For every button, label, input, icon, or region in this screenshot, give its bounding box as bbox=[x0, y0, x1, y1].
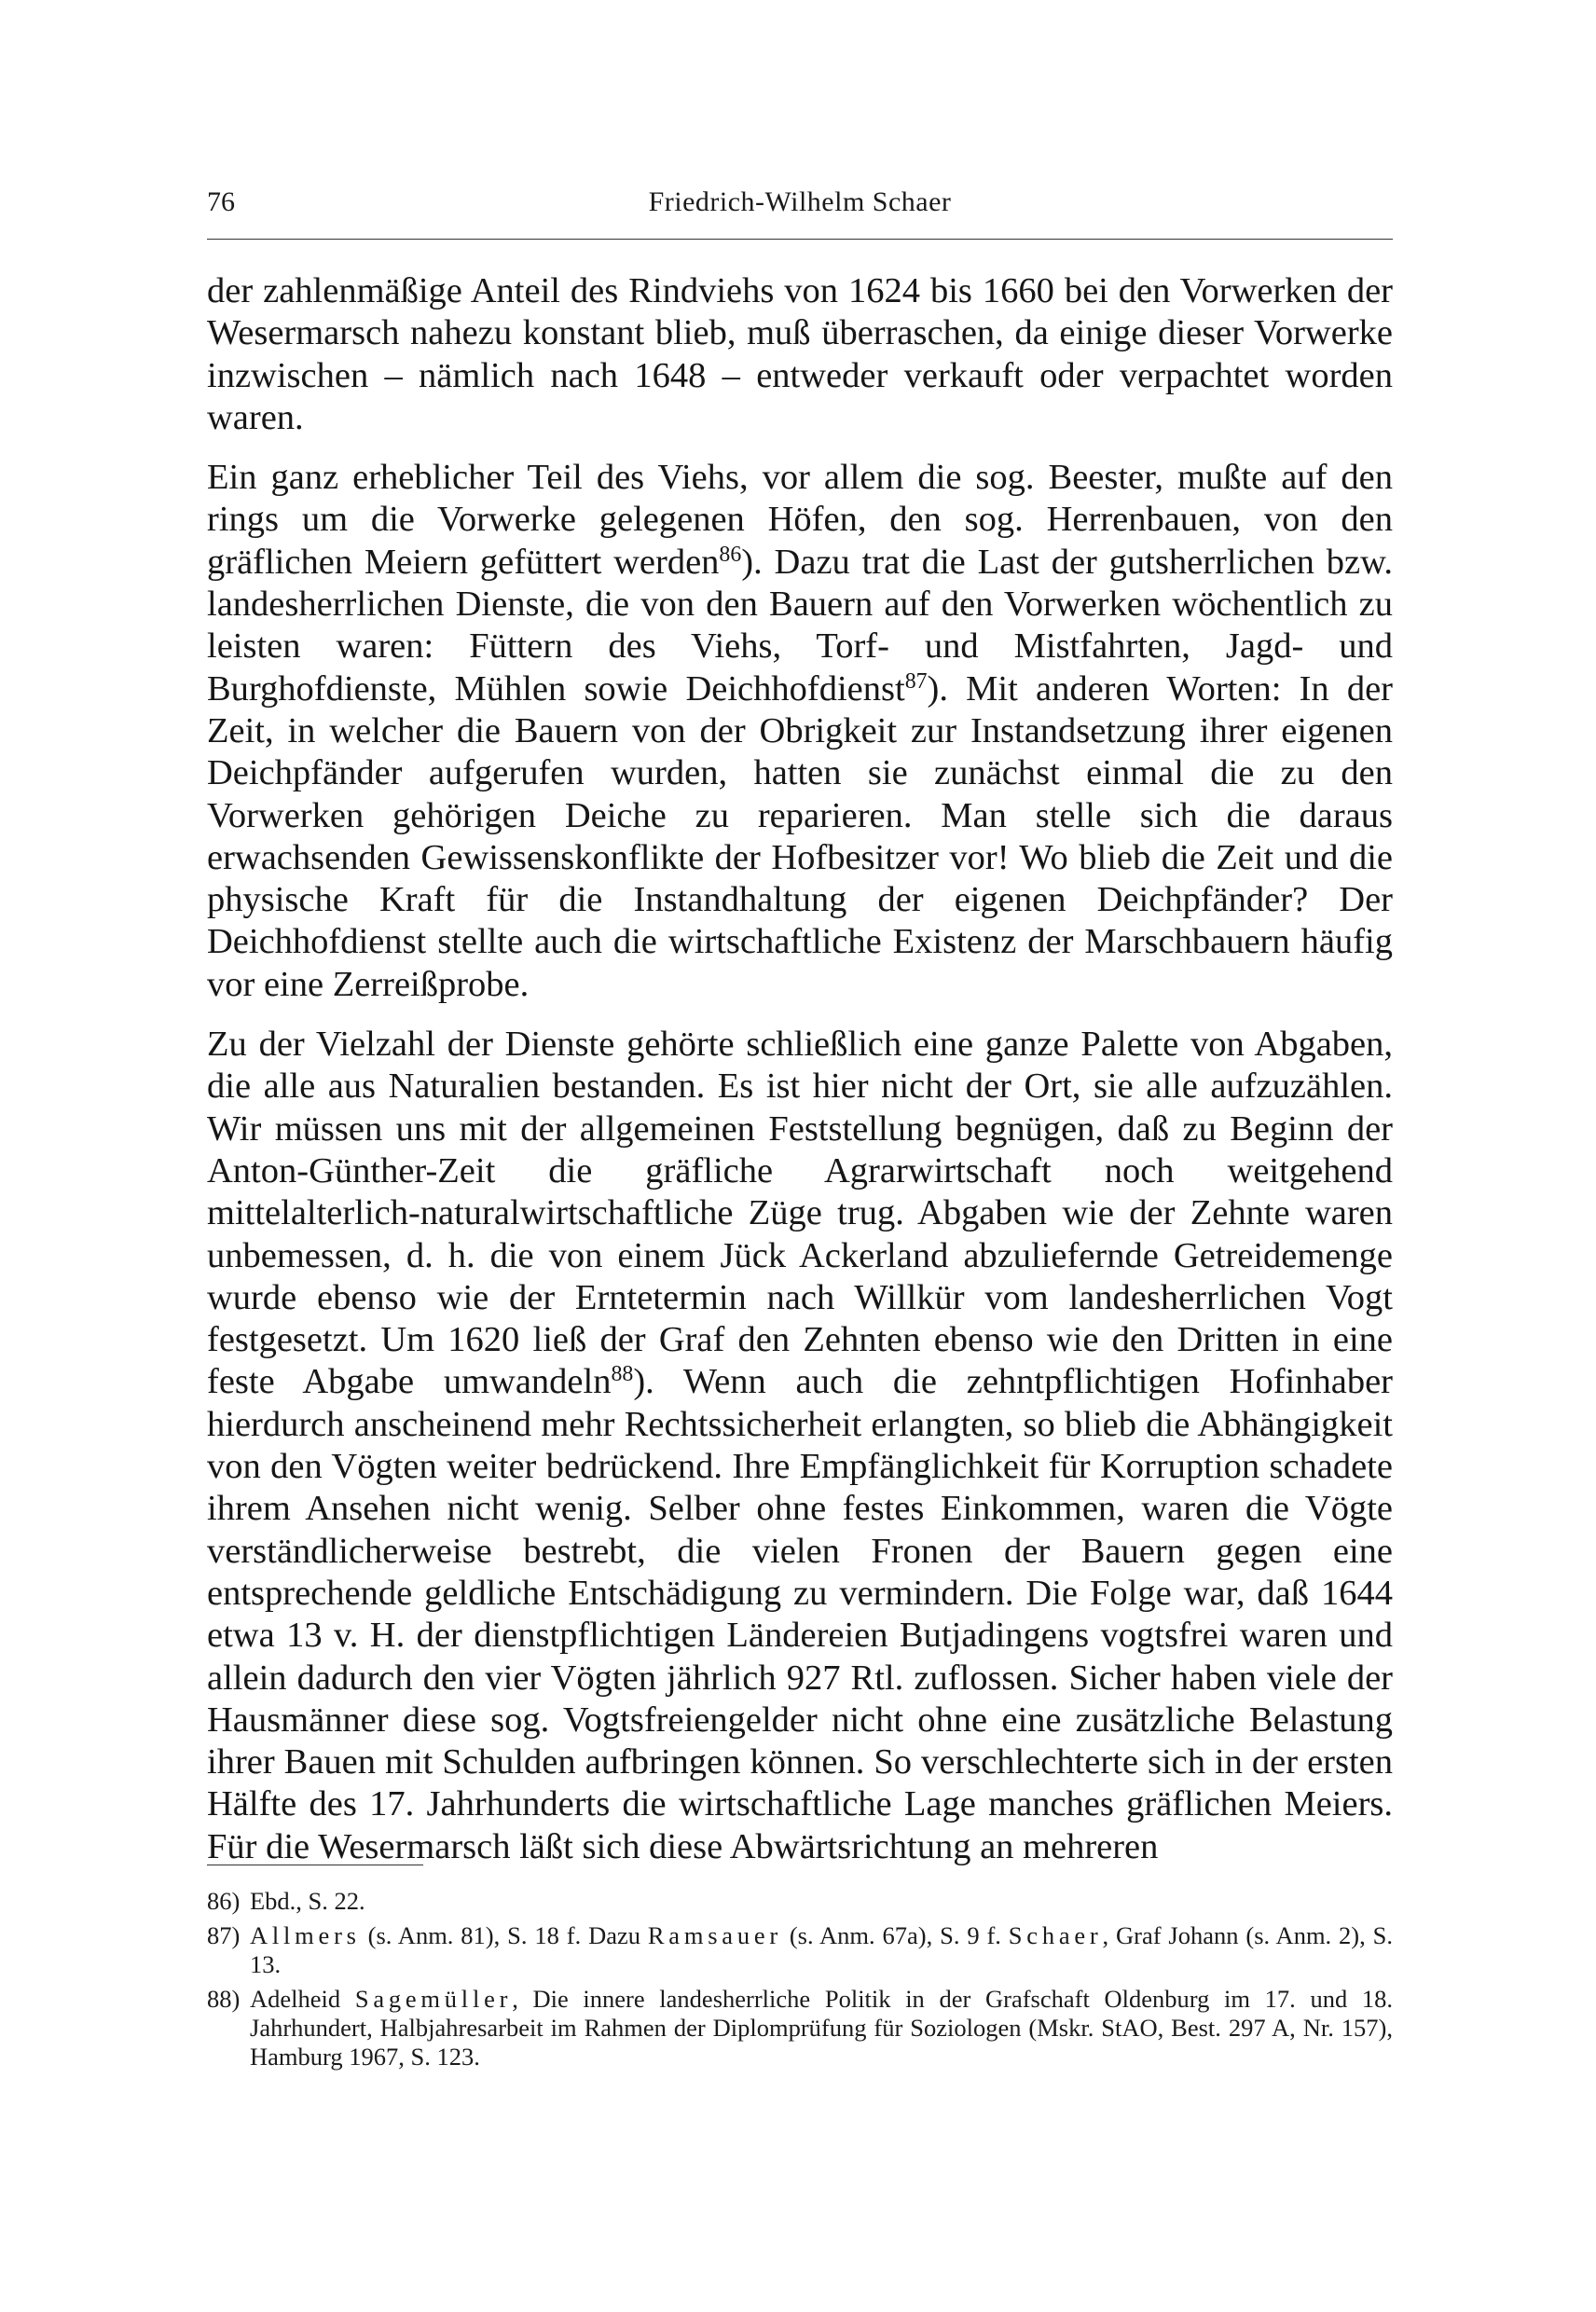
paragraph-2: Ein ganz erheblicher Teil des Viehs, vor allem die sog. Beester, mußte auf den rings um die Vorwerke gelegenen Höfen, den sog. Herrenbauen, von den gräflichen Meiern gefüttert werden$^{86}$). Dazu trat die Last der gutsherrlichen bzw. landesherrlichen Dienste, die von den Bauern auf den Vorwerken wöchentlich zu leisten waren: Füttern des Viehs, Torf- und Mistfahrten, Jagd- und Burghofdienste, Mühlen sowie Deichhofdienst$^{87}$). Mit anderen Worten: In der Zeit, in welcher die Bauern von der Obrigkeit zur Instandsetzung ihrer eigenen Deichpfänder aufgerufen wurden, hatten sie zunächst einmal die zu den Vorwerken gehörigen Deiche zu reparieren. Man stelle sich die daraus erwachsenden Gewissenskonflikte der Hofbesitzer vor! Wo blieb die Zeit und die physische Kraft für die Instandhaltung der eigenen Deichpfänder? Der Deichhofdienst stellte auch die wirtschaftliche Existenz der Marschbauern häufig vor eine Zerreißprobe. bbox=[207, 458, 1394, 1004]
paragraph-1: der zahlenmäßige Anteil des Rindviehs von 1624 bis 1660 bei den Vorwerken der Wesermarsch nahezu konstant blieb, muß überraschen, da einige dieser Vorwerke inzwischen – nämlich nach 1648 – entweder verkauft oder verpachtet worden waren. bbox=[207, 271, 1393, 437]
page-number: 76 bbox=[207, 186, 235, 217]
footnote-ref-87: 87 bbox=[904, 668, 928, 694]
footnote-mark: 87) bbox=[207, 1921, 241, 1949]
header-rule bbox=[207, 239, 1393, 240]
running-head-author: Friedrich-Wilhelm Schaer bbox=[648, 186, 952, 217]
running-header bbox=[207, 186, 1393, 235]
author-name: Allmers bbox=[250, 1921, 361, 1949]
footnote-ref-86: 86 bbox=[719, 542, 742, 567]
footnote-87: 87) Allmers (s. Anm. 81), S. 18 f. Dazu Ramsauer (s. Anm. 67a), S. 9 f. Schaer, Graf Johann (s. Anm. 2), S. 13. bbox=[207, 1921, 1393, 1978]
paragraph-3: Zu der Vielzahl der Dienste gehörte schließlich eine ganze Palette von Abgaben, die alle aus Naturalien bestanden. Es ist hier nicht der Ort, sie alle aufzuzählen. Wir müssen uns mit der allgemeinen Feststellung begnügen, daß zu Beginn der Anton-Günther-Zeit die gräfliche Agrarwirtschaft noch weitgehend mittelalterlich-naturalwirtschaftliche Züge trug. Abgaben wie der Zehnte waren unbemessen, d. h. die von einem Jück Ackerland abzuliefernde Getreidemenge wurde ebenso wie der Erntetermin nach Willkür vom landesherrlichen Vogt festgesetzt. Um 1620 ließ der Graf den Zehnten ebenso wie den Dritten in eine feste Abgabe umwandeln$^{88}$). Wenn auch die zehntpflichtigen Hofinhaber hierdurch anscheinend mehr Rechtssicherheit erlangten, so blieb die Abhängigkeit von den Vögten weiter bedrückend. Ihre Empfänglichkeit für Korruption schadete ihrem Ansehen nicht wenig. Selber ohne festes Einkommen, waren die Vögte verständlicherweise bestrebt, die vielen Fronen der Bauern gegen eine entsprechende geldliche Entschädigung zu vermindern. Die Folge war, daß 1644 etwa 13 v. H. der dienstpflichtigen Ländereien Butjadingens vogtsfrei waren und allein dadurch den vier Vögten jährlich 927 Rtl. zuflossen. Sicher haben viele der Hausmänner diese sog. Vogtsfreiengelder nicht ohne eine zusätzliche Belastung ihrer Bauen mit Schulden aufbringen können. So verschlechterte sich in der ersten Hälfte des 17. Jahrhunderts die wirtschaftliche Lage manches gräflichen Meiers. Für die Wesermarsch läßt sich diese Abwärtsrichtung an mehreren bbox=[207, 1025, 1394, 1866]
footnote-mark: 86) bbox=[207, 1887, 241, 1915]
author-name: Schaer bbox=[1008, 1921, 1103, 1949]
footnote-mark: 88) bbox=[207, 1985, 241, 2013]
footnotes bbox=[207, 1887, 1393, 2077]
author-name: Ramsauer bbox=[647, 1921, 782, 1949]
author-name: Sagemüller bbox=[354, 1985, 513, 2013]
footnote-86: 86) Ebd., S. 22. bbox=[207, 1887, 365, 1915]
footnote-88: 88) Adelheid Sagemüller, Die innere landesherrliche Politik in der Grafschaft Oldenburg im 17. und 18. Jahrhundert, Halbjahresarbeit im Rahmen der Diplomprüfung für Soziologen (Mskr. StAO, Best. 297 A, Nr. 157), Hamburg 1967, S. 123. bbox=[207, 1985, 1393, 2071]
footnote-ref-88: 88 bbox=[611, 1362, 634, 1387]
body-text bbox=[207, 270, 1393, 1886]
